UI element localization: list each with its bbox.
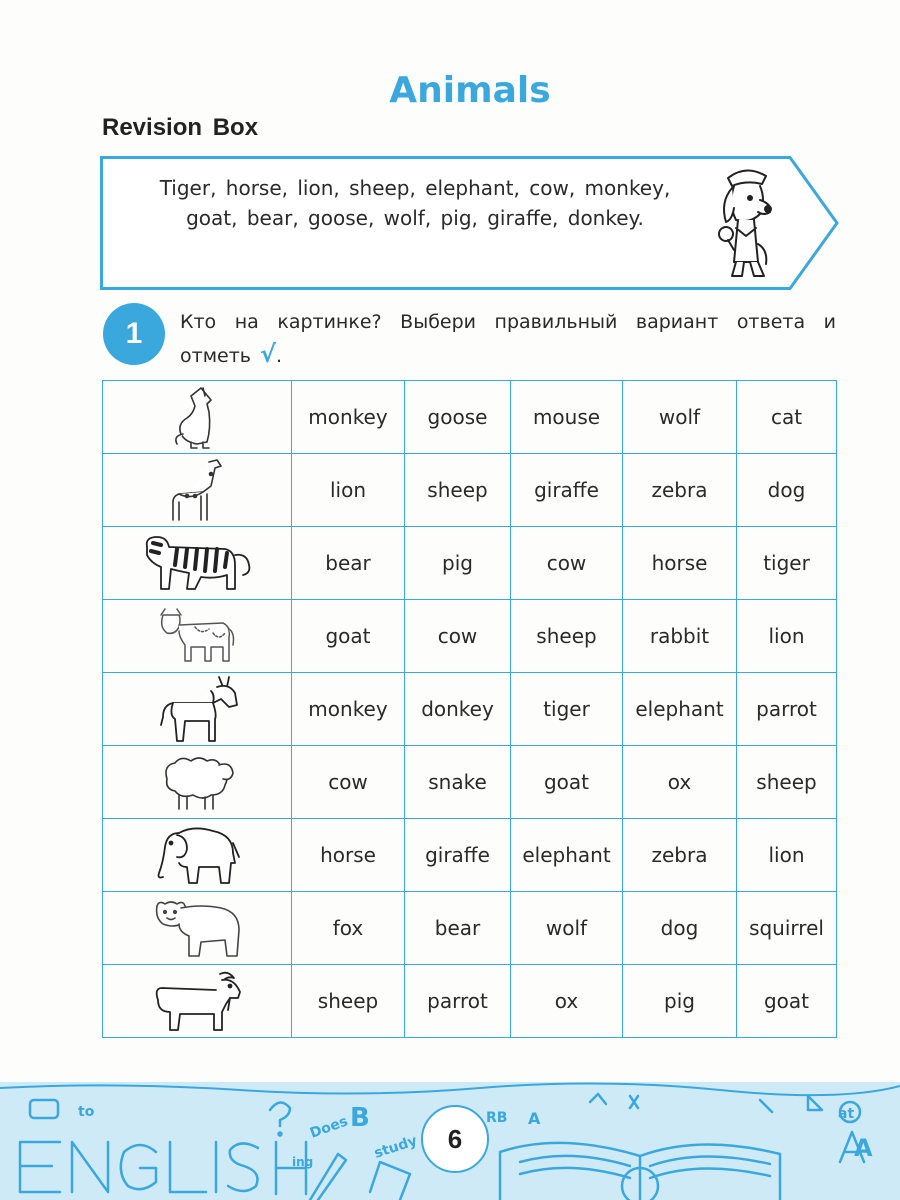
answer-option[interactable]: lion — [292, 454, 405, 527]
doodle-word: at — [838, 1106, 855, 1122]
answer-option[interactable]: lion — [737, 819, 837, 892]
answer-option[interactable]: monkey — [292, 673, 405, 746]
answer-option[interactable]: bear — [292, 527, 405, 600]
answer-option[interactable]: tiger — [511, 673, 623, 746]
answer-option[interactable]: parrot — [737, 673, 837, 746]
sheep-icon — [159, 751, 235, 813]
answer-table — [102, 380, 837, 1038]
page-title: Animals — [389, 70, 551, 111]
answer-option[interactable]: monkey — [292, 381, 405, 454]
doodle-word: B — [350, 1103, 370, 1133]
answer-option[interactable]: donkey — [405, 673, 511, 746]
task-instruction-text: Кто на картинке? Выбери правильный вариант ответа и отметь — [180, 311, 836, 367]
answer-option[interactable]: rabbit — [623, 600, 737, 673]
table-row — [103, 673, 837, 746]
doodle-word: to — [78, 1104, 95, 1120]
revision-box-label: Revision Box — [102, 114, 259, 141]
answer-option[interactable]: dog — [623, 892, 737, 965]
answer-option[interactable]: goat — [292, 600, 405, 673]
answer-option[interactable]: sheep — [737, 746, 837, 819]
table-row — [103, 965, 837, 1038]
page-number: 6 — [421, 1105, 489, 1173]
answer-option[interactable]: cow — [292, 746, 405, 819]
answer-option[interactable]: parrot — [405, 965, 511, 1038]
animal-picture-cell — [103, 600, 292, 673]
tiger-icon — [139, 531, 255, 595]
answer-option[interactable]: ox — [511, 965, 623, 1038]
answer-option[interactable]: fox — [292, 892, 405, 965]
revision-line-2: goat, bear, goose, wolf, pig, giraffe, donkey. — [186, 206, 644, 230]
answer-option[interactable]: sheep — [511, 600, 623, 673]
table-row — [103, 892, 837, 965]
animal-picture-cell — [103, 892, 292, 965]
answer-option[interactable]: lion — [737, 600, 837, 673]
elephant-icon — [153, 823, 241, 887]
task-instruction-end: . — [276, 345, 283, 367]
answer-option[interactable]: wolf — [623, 381, 737, 454]
table-row — [103, 527, 837, 600]
doodle-word: study — [372, 1132, 420, 1162]
cow-icon — [157, 605, 237, 667]
answer-option[interactable]: goat — [511, 746, 623, 819]
doodle-word: Does — [307, 1113, 351, 1142]
answer-option[interactable]: zebra — [623, 454, 737, 527]
donkey-icon — [155, 675, 239, 743]
answer-option[interactable]: pig — [405, 527, 511, 600]
detective-dog-icon — [714, 164, 778, 284]
answer-option[interactable]: cow — [511, 527, 623, 600]
doodle-word: A — [854, 1134, 873, 1162]
answer-option[interactable]: elephant — [623, 673, 737, 746]
bear-icon — [151, 896, 243, 960]
revision-words — [120, 173, 710, 233]
answer-option[interactable]: dog — [737, 454, 837, 527]
doodle-word: ing — [292, 1155, 314, 1169]
animal-picture-cell — [103, 381, 292, 454]
answer-option[interactable]: goat — [737, 965, 837, 1038]
doodle-word: A — [528, 1109, 541, 1128]
revision-line-1: Tiger, horse, lion, sheep, elephant, cow, monkey, — [159, 176, 671, 200]
answer-option[interactable]: mouse — [511, 381, 623, 454]
answer-option[interactable]: zebra — [623, 819, 737, 892]
wolf-icon — [167, 384, 227, 450]
answer-option[interactable]: elephant — [511, 819, 623, 892]
answer-option[interactable]: sheep — [292, 965, 405, 1038]
answer-option[interactable]: sheep — [405, 454, 511, 527]
animal-picture-cell — [103, 819, 292, 892]
task-number-badge: 1 — [103, 303, 165, 365]
table-row — [103, 454, 837, 527]
animal-picture-cell — [103, 673, 292, 746]
doodle-word: RB — [486, 1110, 508, 1126]
answer-option[interactable]: bear — [405, 892, 511, 965]
answer-option[interactable]: goose — [405, 381, 511, 454]
answer-option[interactable]: pig — [623, 965, 737, 1038]
answer-option[interactable]: cow — [405, 600, 511, 673]
giraffe-icon — [165, 456, 229, 524]
answer-option[interactable]: tiger — [737, 527, 837, 600]
task-instruction — [180, 306, 836, 372]
check-mark: √ — [260, 340, 277, 368]
answer-option[interactable]: horse — [623, 527, 737, 600]
animal-picture-cell — [103, 454, 292, 527]
animal-picture-cell — [103, 527, 292, 600]
answer-option[interactable]: wolf — [511, 892, 623, 965]
answer-option[interactable]: giraffe — [405, 819, 511, 892]
answer-option[interactable]: horse — [292, 819, 405, 892]
table-row — [103, 819, 837, 892]
table-row — [103, 381, 837, 454]
answer-option[interactable]: squirrel — [737, 892, 837, 965]
table-row — [103, 746, 837, 819]
revision-box — [100, 156, 840, 290]
animal-picture-cell — [103, 746, 292, 819]
answer-option[interactable]: ox — [623, 746, 737, 819]
answer-option[interactable]: giraffe — [511, 454, 623, 527]
animal-picture-cell — [103, 965, 292, 1038]
table-row — [103, 600, 837, 673]
goat-icon — [150, 968, 244, 1034]
answer-option[interactable]: snake — [405, 746, 511, 819]
answer-option[interactable]: cat — [737, 381, 837, 454]
